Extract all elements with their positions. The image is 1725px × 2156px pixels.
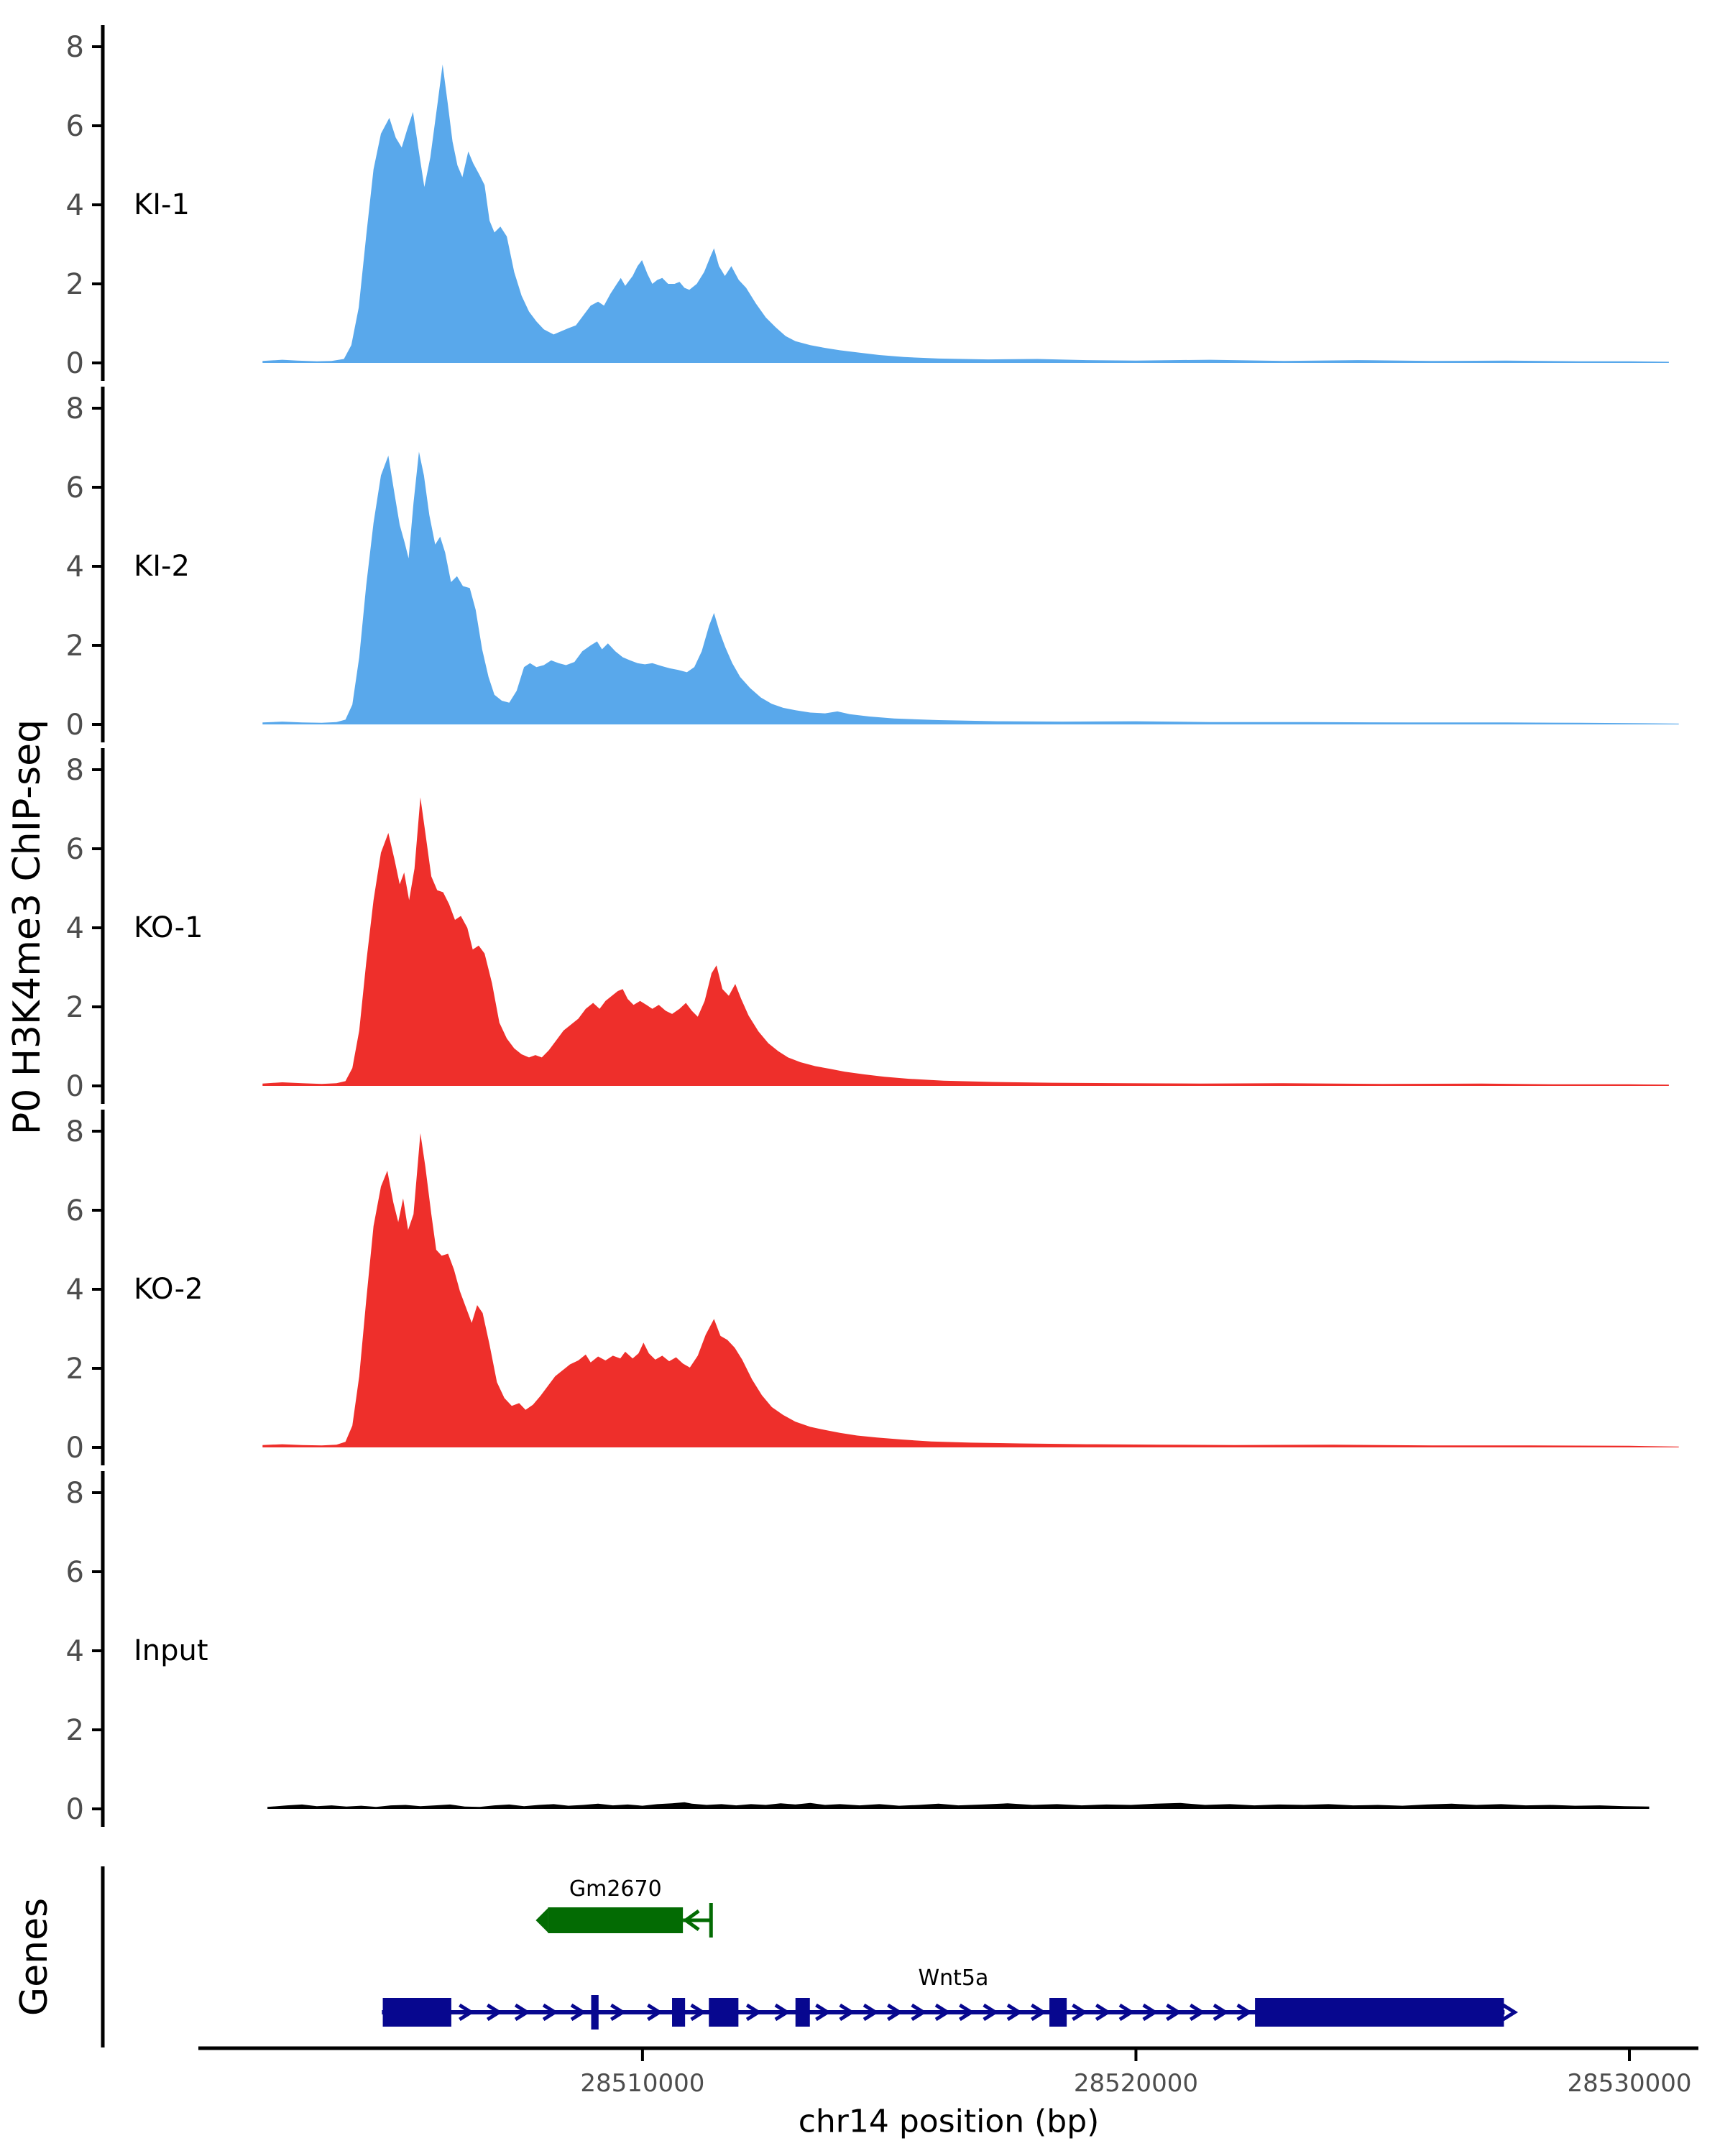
y-tick-label: 6 <box>65 1556 84 1589</box>
y-tick-label: 0 <box>65 709 84 742</box>
track-label-ki-2: KI-2 <box>134 550 190 583</box>
gene-exon <box>383 1998 451 2027</box>
gene-exon <box>591 1995 598 2030</box>
signal-area-ko-1 <box>262 798 1669 1087</box>
y-tick-label: 8 <box>65 31 84 64</box>
gene-exon <box>796 1998 810 2027</box>
x-tick-label: 28530000 <box>1567 2069 1692 2098</box>
signal-area-ki-1 <box>262 65 1669 363</box>
y-tick-label: 4 <box>65 189 84 222</box>
y-tick-label: 8 <box>65 1477 84 1510</box>
y-tick-label: 8 <box>65 1115 84 1148</box>
gene-exon <box>1049 1998 1067 2027</box>
signal-area-ki-2 <box>262 452 1678 725</box>
track-label-input: Input <box>134 1634 208 1667</box>
y-tick-label: 4 <box>65 550 84 584</box>
gene-left-tip <box>535 1908 548 1932</box>
y-tick-label: 2 <box>65 268 84 301</box>
gene-body-gm2670 <box>548 1907 683 1933</box>
y-tick-label: 4 <box>65 1273 84 1307</box>
y-tick-label: 0 <box>65 1432 84 1465</box>
y-tick-label: 2 <box>65 1353 84 1386</box>
y-tick-label: 8 <box>65 392 84 425</box>
y-tick-label: 6 <box>65 110 84 143</box>
y-tick-label: 2 <box>65 991 84 1024</box>
signal-area-ko-2 <box>262 1133 1678 1447</box>
y-tick-label: 6 <box>65 833 84 866</box>
gene-label: Gm2670 <box>569 1876 662 1902</box>
y-tick-label: 4 <box>65 1635 84 1668</box>
track-label-ki-1: KI-1 <box>134 188 190 221</box>
gene-exon <box>1255 1998 1504 2027</box>
x-tick-label: 28520000 <box>1073 2069 1198 2098</box>
y-tick-label: 0 <box>65 1070 84 1103</box>
track-label-ko-2: KO-2 <box>134 1273 203 1306</box>
y-axis-title: P0 H3K4me3 ChIP-seq <box>6 719 49 1135</box>
y-tick-label: 4 <box>65 912 84 945</box>
gene-end-arrow <box>1503 2005 1514 2019</box>
gene-exon <box>709 1998 738 2027</box>
y-tick-label: 6 <box>65 1194 84 1227</box>
y-tick-label: 8 <box>65 754 84 787</box>
y-tick-label: 0 <box>65 1793 84 1826</box>
y-tick-label: 2 <box>65 630 84 663</box>
signal-area-input <box>267 1802 1649 1809</box>
gene-label: Wnt5a <box>918 1966 989 1991</box>
x-axis-title: chr14 position (bp) <box>798 2103 1100 2140</box>
x-tick-label: 28510000 <box>580 2069 705 2098</box>
track-label-ko-1: KO-1 <box>134 911 203 944</box>
y-tick-label: 6 <box>65 471 84 505</box>
genes-panel-title: Genes <box>13 1897 56 2017</box>
y-tick-label: 2 <box>65 1714 84 1747</box>
gene-exon <box>672 1998 685 2027</box>
y-tick-label: 0 <box>65 347 84 380</box>
